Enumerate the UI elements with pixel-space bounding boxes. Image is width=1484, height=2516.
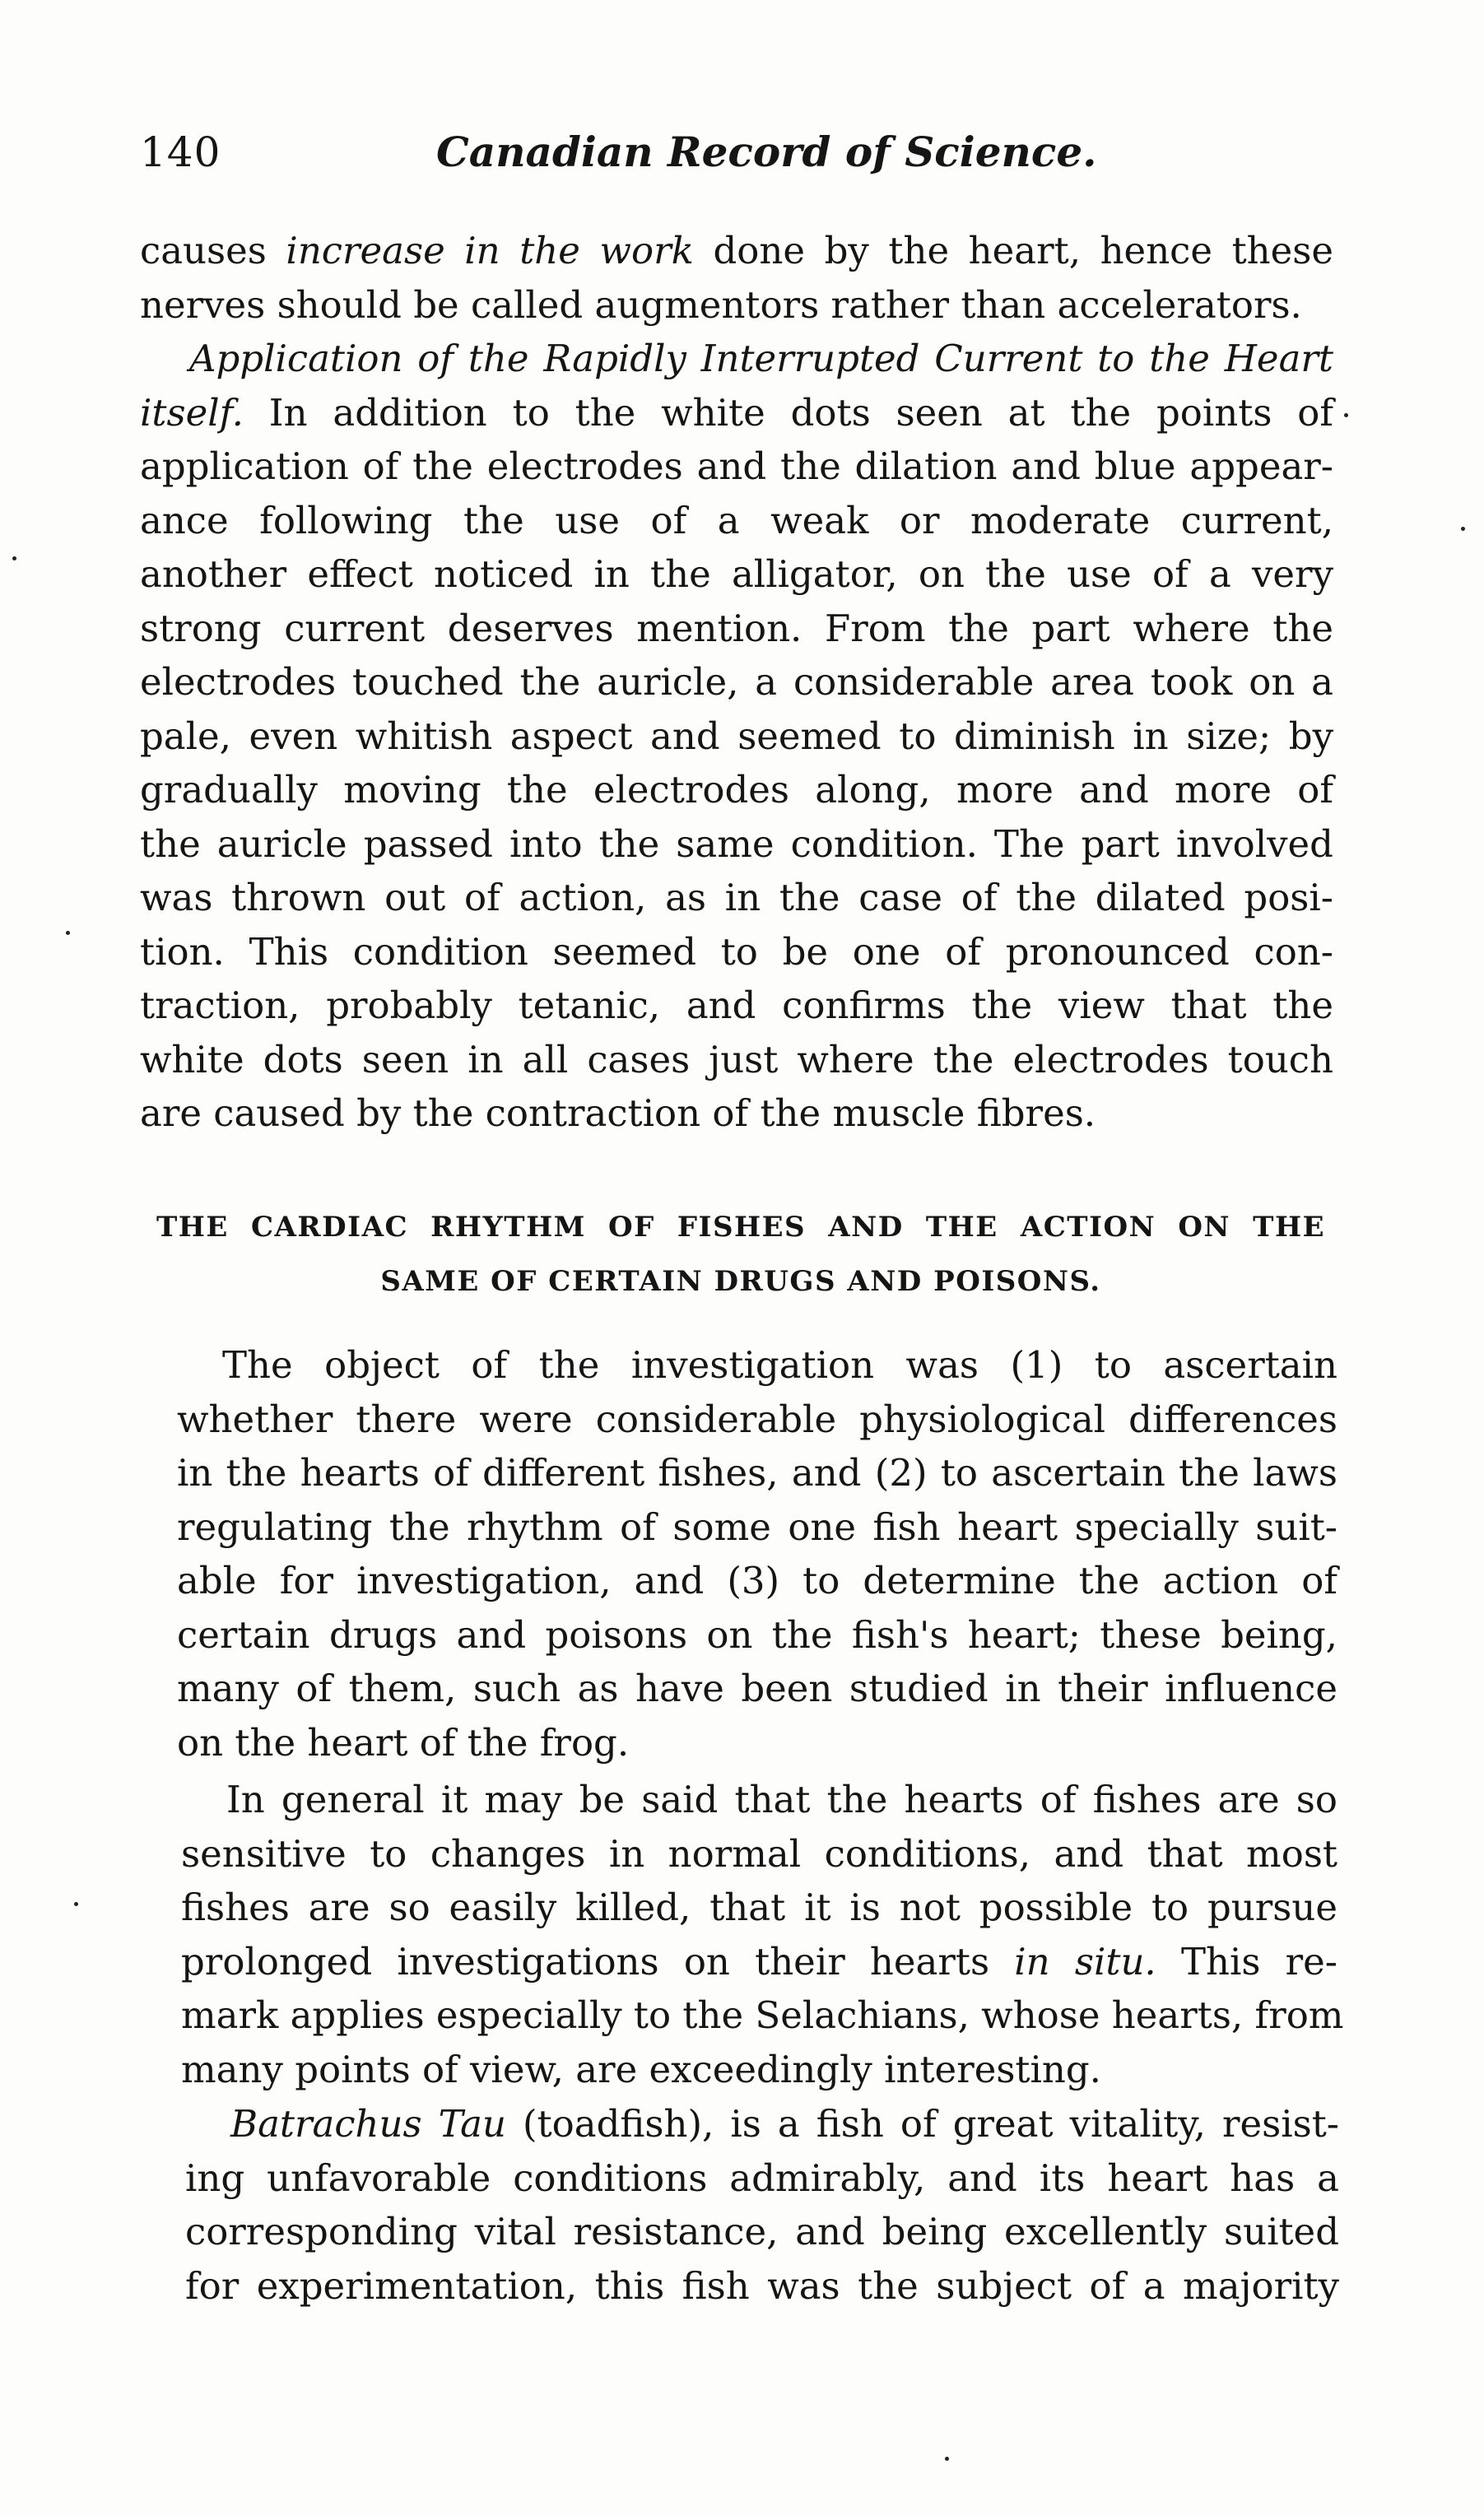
section-heading [156,1200,1325,1309]
text-line: in the hearts of different fishes, and (2) to ascertain the laws [177,1451,1337,1495]
text-line: ance following the use of a weak or moderate current, [140,498,1333,542]
text-line: strong current deserves mention. From the part where the [140,606,1333,650]
text-line: application of the electrodes and the dilation and blue appear- [140,444,1333,488]
scan-speck [66,931,70,935]
scan-speck [945,2457,949,2461]
text-line: electrodes touched the auricle, a considerable area took on a [140,660,1333,704]
text-line: The object of the investigation was (1) to ascertain [222,1343,1337,1387]
text-line: prolonged investigations on their hearts in situ. This re- [181,1939,1337,1984]
text-line: ing unfavorable conditions admirably, and its heart has a [185,2156,1339,2200]
text-line: regulating the rhythm of some one fish heart specially suit- [177,1504,1337,1549]
text-line: for experimentation, this fish was the subject of a majority [185,2263,1339,2308]
text-line: was thrown out of action, as in the case of the dilated posi- [140,876,1333,919]
text-line: pale, even whitish aspect and seemed to diminish in size; by [140,714,1333,758]
paragraph-rapidly-interrupted-current [140,332,1333,1141]
text-line: nerves should be called augmentors rather than accelerators. [140,282,1302,327]
paragraph-subheading: Application of the Rapidly Interrupted Current to the Heart [189,337,1333,380]
section-heading-line: THE CARDIAC RHYTHM OF FISHES AND THE ACTION ON THE [156,1211,1325,1244]
text-line: white dots seen in all cases just where the electrodes touch [140,1037,1333,1081]
text-line: another effect noticed in the alligator, on the use of a very [140,552,1333,596]
text-line: tion. This condition seemed to be one of pronounced con- [140,929,1333,974]
paragraph-general-sensitivity [181,1773,1344,2096]
text-line: the auricle passed into the same condition. The part involved [140,821,1333,866]
scan-speck [12,556,16,560]
text-line: Batrachus Tau (toadfish), is a fish of great vitality, resist- [230,2102,1340,2146]
page-number: 140 [140,128,221,176]
text-line: many of them, such as have been studied in their influence [177,1667,1337,1710]
text-line: certain drugs and poisons on the fish's heart; these being, [177,1612,1337,1657]
section-heading-line: SAME OF CERTAIN DRUGS AND POISONS. [380,1265,1101,1298]
text-line: mark applies especially to the Selachians, whose hearts, from [181,1993,1344,2037]
text-line: on the heart of the frog. [177,1720,630,1765]
text-line: fishes are so easily killed, that it is not possible to pursue [181,1886,1337,1929]
species-name: Batrachus Tau [230,2102,506,2146]
text-line: whether there were considerable physiological differences [177,1397,1337,1441]
text-line: traction, probably tetanic, and confirms the view that the [140,984,1333,1027]
emphasis: in situ. [1014,1939,1156,1984]
running-title: Canadian Record of Science. [436,128,1097,176]
text-line: itself. In addition to the white dots seen at the points of [140,390,1333,435]
text-line: are caused by the contraction of the muscle fibres. [140,1091,1096,1135]
scan-speck [1461,527,1465,531]
paragraph-object-of-investigation [177,1338,1337,1770]
page-header [140,123,1333,189]
text-line: many points of view, are exceedingly interesting. [181,2047,1101,2091]
text-line: gradually moving the electrodes along, more and more of [140,768,1333,812]
text-line: In general it may be said that the hearts of fishes are so [226,1778,1337,1821]
emphasis: increase in the work [286,229,694,272]
paragraph-batrachus-tau [185,2097,1339,2313]
scan-speck [1344,413,1348,417]
text-line: sensitive to changes in normal conditions, and that most [181,1831,1337,1876]
text-line: able for investigation, and (3) to determine the action of [177,1559,1337,1602]
paragraph-continuation [140,224,1333,332]
text-line: causes increase in the work done by the heart, hence these [140,229,1334,272]
text-line: corresponding vital resistance, and being excellently suited [185,2210,1339,2253]
scan-speck [74,1902,78,1906]
